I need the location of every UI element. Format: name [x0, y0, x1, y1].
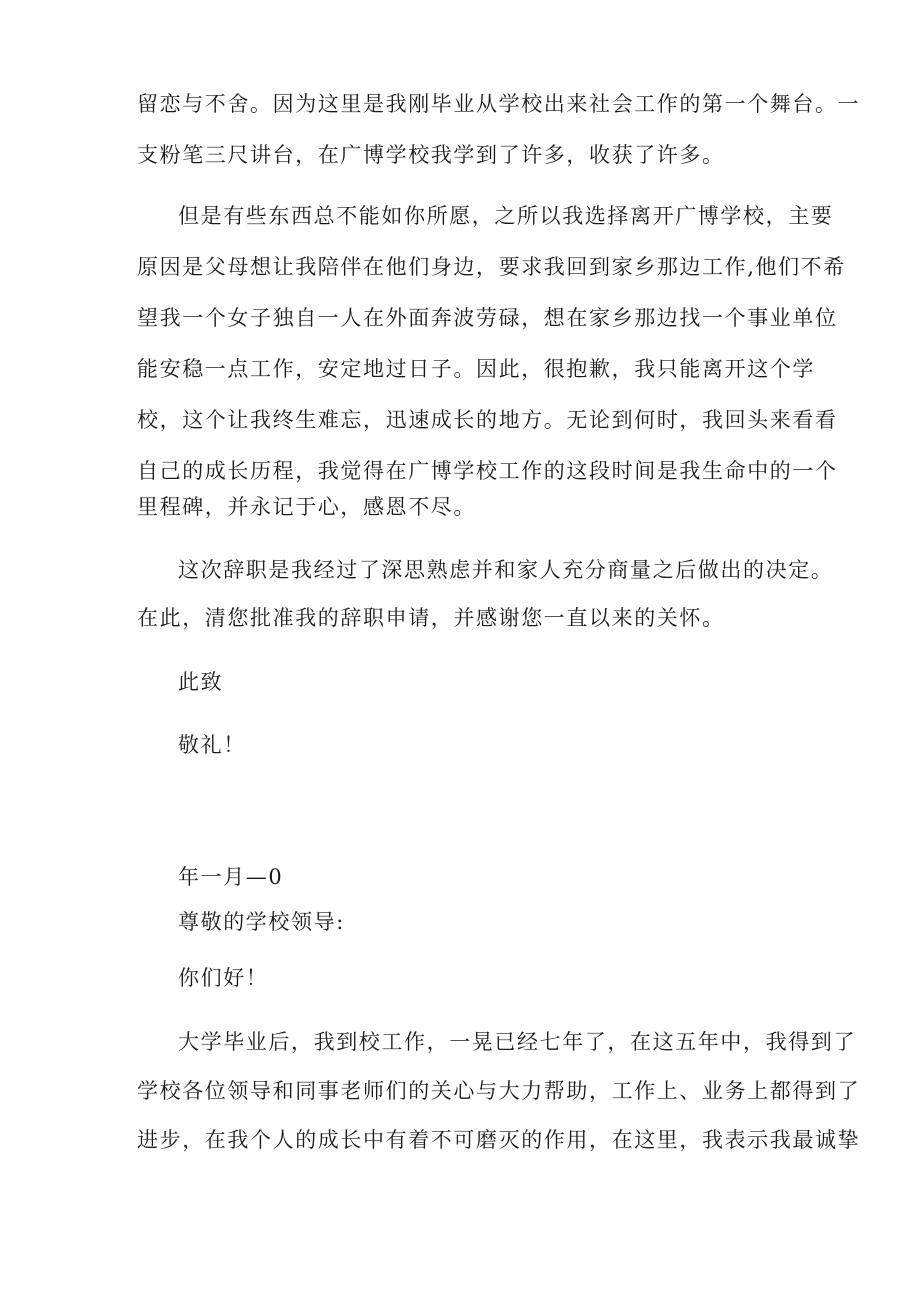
closing-line: 此致	[178, 670, 224, 694]
closing-line: 敬礼！	[178, 733, 246, 757]
salutation: 尊敬的学校领导:	[178, 910, 345, 934]
text-line: 这次辞职是我经过了深思熟虑并和家人充分商量之后做出的决定。	[178, 558, 834, 582]
text-line: 里程碑，并永记于心，感恩不尽。	[137, 495, 476, 519]
text-line: 支粉笔三尺讲台，在广博学校我学到了许多，收获了许多。	[137, 143, 725, 167]
text-line: 望我一个女子独自一人在外面奔波劳碌，想在家乡那边找一个事业单位	[137, 306, 838, 330]
text-line: 学校各位领导和同事老师们的关心与大力帮助，工作上、业务上都得到了	[137, 1079, 861, 1103]
date-line: 年一月—0	[178, 865, 284, 889]
text-line: 大学毕业后，我到校工作，一晃已经七年了，在这五年中，我得到了	[178, 1030, 856, 1054]
text-line: 校，这个让我终生难忘，迅速成长的地方。无论到何时，我回头来看看	[137, 408, 838, 432]
text-line: 但是有些东西总不能如你所愿，之所以我选择离开广博学校，主要	[178, 204, 834, 228]
text-line: 自己的成长历程，我觉得在广博学校工作的这段时间是我生命中的一个	[137, 459, 838, 483]
text-line: 能安稳一点工作，安定地过日子。因此，很抱歉，我只能离开这个学	[137, 357, 815, 381]
text-line: 进步，在我个人的成长中有着不可磨灭的作用，在这里，我表示我最诚挚	[137, 1128, 861, 1152]
text-line: 在此，清您批准我的辞职申请，并感谢您一直以来的关怀。	[137, 606, 725, 630]
text-line: 原因是父母想让我陪伴在他们身边，要求我回到家乡那边工作,他们不希	[137, 255, 846, 279]
greeting: 你们好！	[178, 966, 269, 990]
text-line: 留恋与不舍。因为这里是我刚毕业从学校出来社会工作的第一个舞台。一	[137, 92, 861, 116]
